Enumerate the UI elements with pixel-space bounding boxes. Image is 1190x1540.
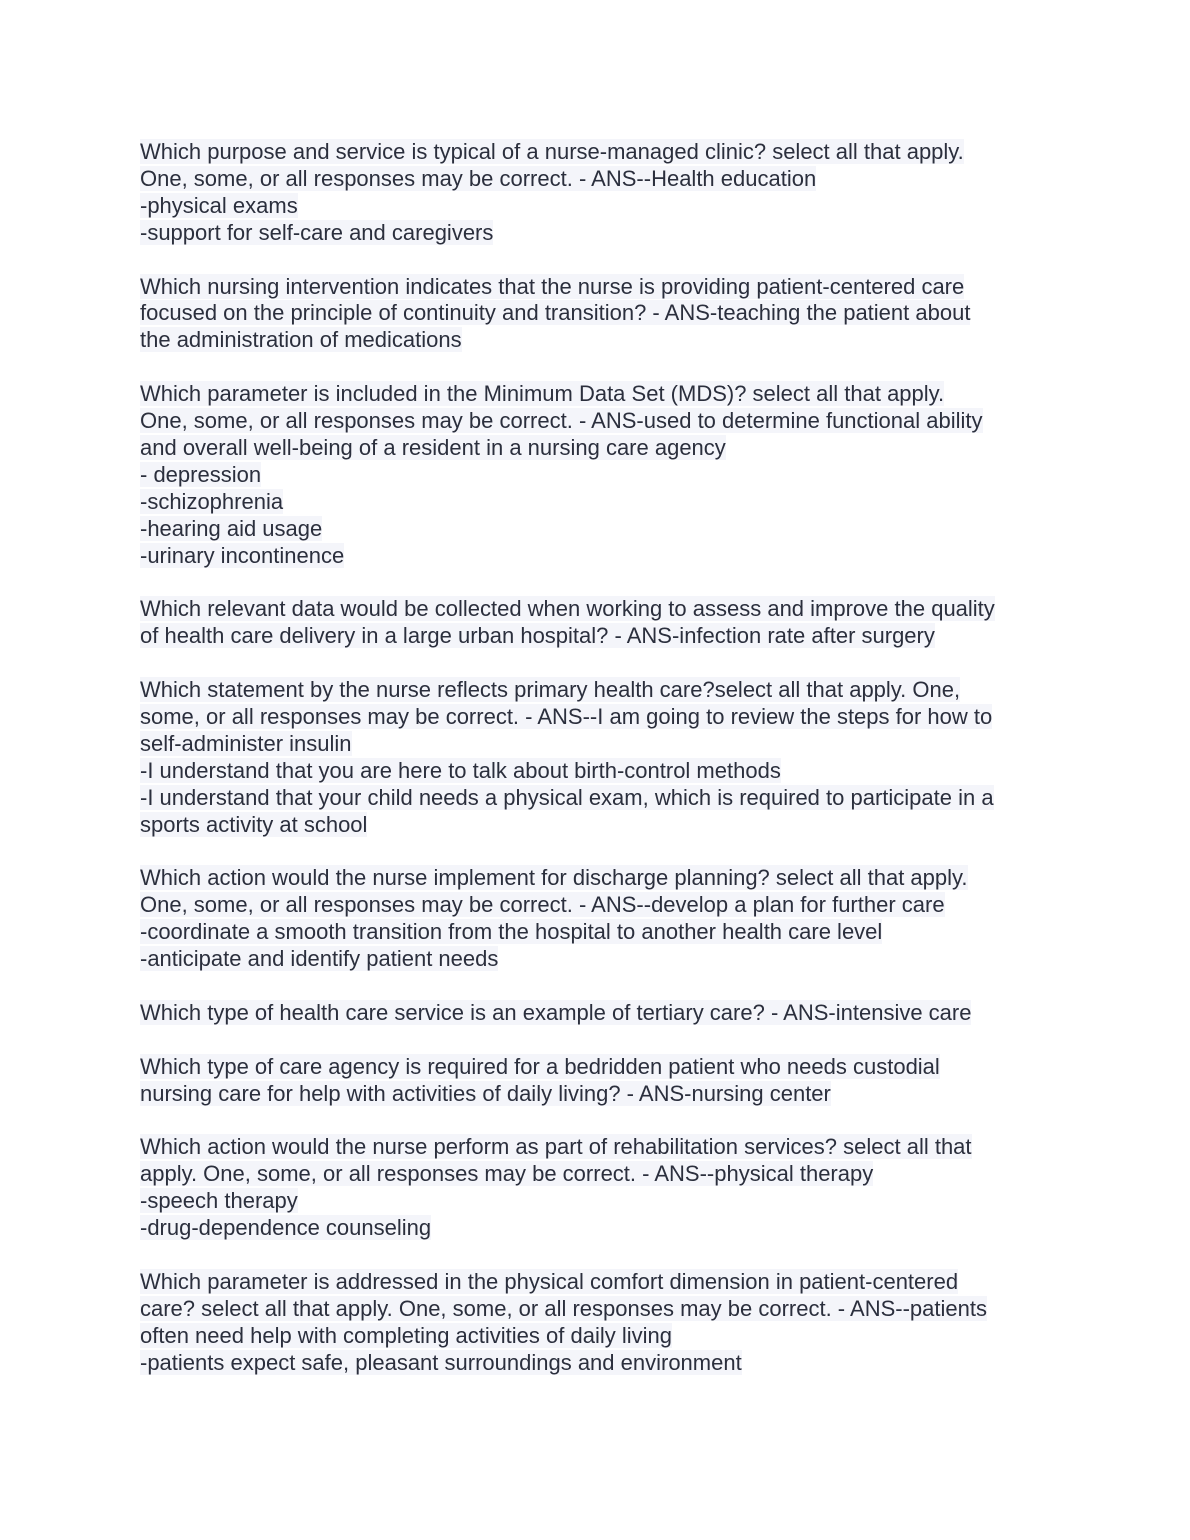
text-line: care? select all that apply. One, some, or all responses may be correct. - ANS--patients xyxy=(140,1295,987,1321)
qa-item-7 xyxy=(140,1000,1060,1027)
text-line: and overall well-being of a resident in a nursing care agency xyxy=(140,434,726,460)
text-line: One, some, or all responses may be correct. - ANS--Health education xyxy=(140,165,817,191)
qa-item-10 xyxy=(140,1269,1060,1377)
text-line: -schizophrenia xyxy=(140,488,284,514)
document-body xyxy=(140,139,1060,1403)
text-line: -drug-dependence counseling xyxy=(140,1215,432,1241)
text-line: Which action would the nurse perform as part of rehabilitation services? select all that xyxy=(140,1134,972,1160)
text-line: Which type of care agency is required for a bedridden patient who needs custodial xyxy=(140,1053,940,1079)
text-line: Which parameter is addressed in the physical comfort dimension in patient-centered xyxy=(140,1268,959,1294)
text-line: Which purpose and service is typical of a nurse-managed clinic? select all that apply. xyxy=(140,139,964,164)
text-line: Which statement by the nurse reflects primary health care?select all that apply. One, xyxy=(140,677,961,703)
text-line: Which parameter is included in the Minimum Data Set (MDS)? select all that apply. xyxy=(140,381,945,407)
text-line: -patients expect safe, pleasant surroundings and environment xyxy=(140,1349,742,1375)
text-line: -speech therapy xyxy=(140,1188,298,1214)
text-line: often need help with completing activities of daily living xyxy=(140,1322,672,1348)
text-line: of health care delivery in a large urban hospital? - ANS-infection rate after surgery xyxy=(140,623,935,649)
qa-item-3 xyxy=(140,381,1060,569)
qa-item-9 xyxy=(140,1134,1060,1242)
text-line: some, or all responses may be correct. - ANS--I am going to review the steps for how to xyxy=(140,703,993,729)
text-line: the administration of medications xyxy=(140,327,462,353)
qa-item-4 xyxy=(140,596,1060,650)
text-line: -support for self-care and caregivers xyxy=(140,219,494,245)
text-line: -anticipate and identify patient needs xyxy=(140,946,499,972)
text-line: -urinary incontinence xyxy=(140,542,345,568)
text-line: -coordinate a smooth transition from the hospital to another health care level xyxy=(140,919,883,945)
text-line: -I understand that your child needs a physical exam, which is required to participate in a xyxy=(140,784,994,810)
text-line: Which type of health care service is an example of tertiary care? - ANS-intensive care xyxy=(140,999,972,1025)
text-line: self-administer insulin xyxy=(140,730,352,756)
text-line: -I understand that you are here to talk about birth-control methods xyxy=(140,757,781,783)
text-line: - depression xyxy=(140,461,262,487)
text-line: Which relevant data would be collected when working to assess and improve the quality xyxy=(140,596,995,622)
text-line: Which nursing intervention indicates that the nurse is providing patient-centered care xyxy=(140,273,965,299)
text-line: -physical exams xyxy=(140,192,298,218)
text-line: Which action would the nurse implement for discharge planning? select all that apply. xyxy=(140,865,968,891)
text-line: focused on the principle of continuity and transition? - ANS-teaching the patient about xyxy=(140,300,971,326)
qa-item-2 xyxy=(140,274,1060,355)
text-line: nursing care for help with activities of daily living? - ANS-nursing center xyxy=(140,1080,831,1106)
text-line: -hearing aid usage xyxy=(140,515,323,541)
text-line: apply. One, some, or all responses may be correct. - ANS--physical therapy xyxy=(140,1161,874,1187)
qa-item-8 xyxy=(140,1054,1060,1108)
qa-item-5 xyxy=(140,677,1060,838)
text-line: One, some, or all responses may be correct. - ANS-used to determine functional ability xyxy=(140,408,983,434)
qa-item-6 xyxy=(140,865,1060,973)
text-line: sports activity at school xyxy=(140,811,368,837)
qa-item-1 xyxy=(140,139,1060,247)
text-line: One, some, or all responses may be correct. - ANS--develop a plan for further care xyxy=(140,892,945,918)
